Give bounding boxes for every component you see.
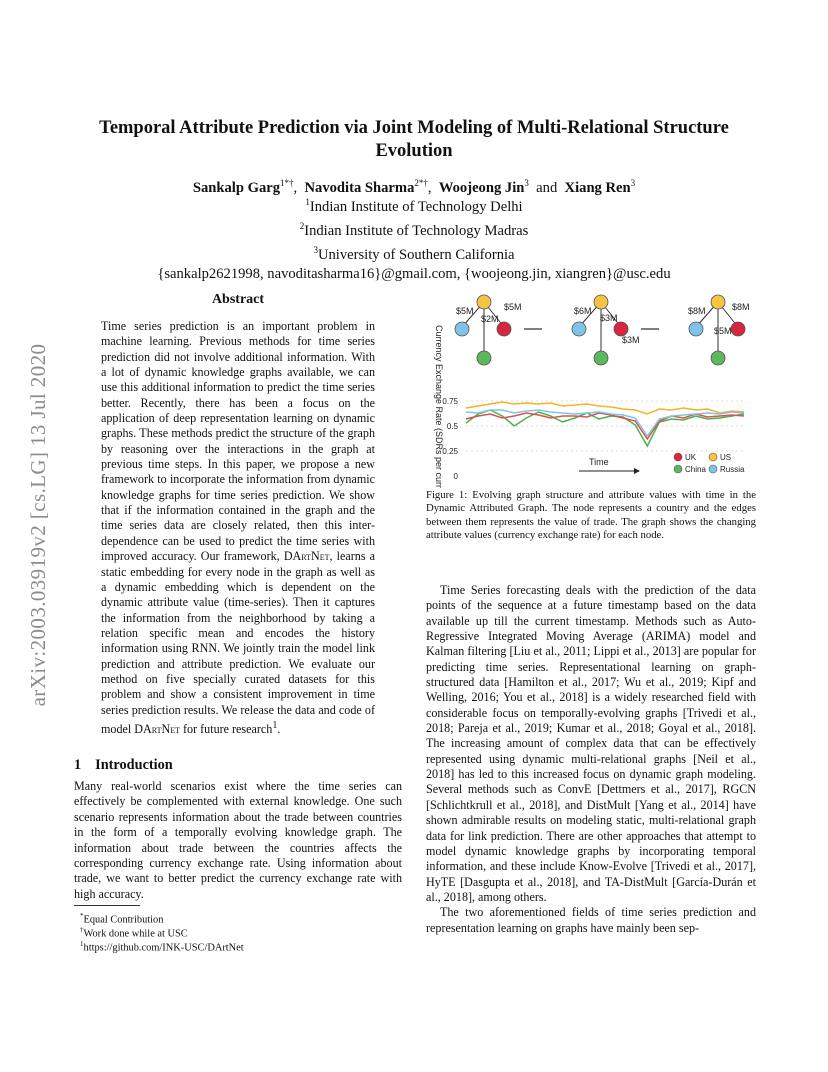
y-tick-label: 0 [453, 472, 458, 481]
paragraph: The two aforementioned fields of time series prediction and representation learning on graphs have mainly been sep- [426, 905, 756, 935]
line-chart [434, 325, 745, 488]
author-mark: 1*† [280, 178, 294, 188]
footnote: †Work done while at USC [80, 926, 188, 940]
author-name: Woojeong Jin [438, 179, 525, 196]
footnote-link[interactable]: $^1$https://github.com/INK-USC/DArtNet [80, 940, 244, 954]
model-name: DArtNet [134, 721, 180, 736]
footnote-rule [74, 905, 140, 906]
author-mark: 2*† [414, 178, 428, 188]
author-mark: 3 [524, 178, 529, 188]
node-uk [731, 322, 745, 336]
figure-caption: Figure 1: Evolving graph structure and attribute values with time in the Dynamic Attributed Graph. The node represents a country and the edges between them represents the value of trade. The graph shows the changing attribute values (currency exchange rate) for each node. [426, 489, 756, 541]
author-list: Sankalp Garg$^{1*\dagger}$, Navodita Sharma$^{2*\dagger}$, Woojeong Jin$^3$ and Xiang Ren$^3$ [192, 178, 636, 196]
footnote: *Equal Contribution [80, 912, 164, 926]
figure-graphic [426, 288, 758, 488]
x-axis-label: Time [589, 457, 609, 467]
footnote-ref[interactable]: 1 [272, 719, 278, 731]
abstract-body: Time series prediction is an important problem in machine learning. Previous methods for time series prediction did not involve additional information. With a lot of dynamic knowledge graphs available, we can use this additional information to predict the time series better. Recently, there has been a focus on the application of deep representation learning on dynamic graphs. These methods predict the structure of the graph by reasoning over the interactions in the graph at previous time steps. In this paper, we propose a new framework to incorporate the information from dynamic knowledge graphs for time series prediction. We show that if the information contained in the graph and the time series data are closely related, then this inter-dependence can be used to predict the time series with improved accuracy. Our framework, DArtNet, learns a static embedding for every node in the graph as well as a dynamic embedding which is dependent on the dynamic attribute value (time-series). Then it captures the information from the neighborhood by taking a relation specific mean and encodes the history information using RNN. We jointly train the model link prediction and attribute prediction. We evaluate our method on five specially curated datasets for this problem and show a consistent improvement in time series prediction results. We release the data and code of model DArtNet for future research$^1$. [101, 319, 375, 736]
arxiv-identifier: arXiv:2003.03919v2 [cs.LG] 13 Jul 2020 [26, 343, 50, 707]
section-heading: 1 Introduction [74, 757, 173, 773]
node-us [594, 295, 608, 309]
edge-label: $5M [456, 306, 474, 316]
legend-label: China [685, 465, 706, 474]
edge-label: $5M [504, 302, 522, 312]
author-name: Sankalp Garg [192, 179, 281, 196]
affiliations: $^1$Indian Institute of Technology Delhi $^2$Indian Institute of Technology Madras $^3$University of Southern California {sankalp2621998, navoditasharma16}@gmail.com, {woojeong.jin, xiangren}@usc.edu [80, 193, 748, 285]
graph-snapshots [455, 295, 750, 365]
author-name: Navodita Sharma [304, 179, 415, 196]
edge-label: $2M [481, 314, 499, 324]
time-arrow-head [634, 468, 640, 474]
abstract-heading: Abstract [211, 292, 265, 307]
node-uk [497, 322, 511, 336]
node-russia [689, 322, 703, 336]
emails: {sankalp2621998, navoditasharma16}@gmail.com, {woojeong.jin, xiangren}@usc.edu [157, 266, 671, 283]
node-china [477, 351, 491, 365]
author-name: Xiang Ren [564, 179, 631, 196]
affiliation: Indian Institute of Technology Madras [304, 223, 529, 240]
legend-marker [674, 453, 682, 461]
y-tick-label: 0.25 [442, 447, 458, 456]
edge-label: $5M [714, 326, 732, 336]
legend-marker [674, 465, 682, 473]
edge-label: $3M [622, 335, 640, 345]
node-us [477, 295, 491, 309]
legend-marker [709, 453, 717, 461]
right-column-text [426, 583, 756, 936]
edge-label: $6M [574, 306, 592, 316]
node-uk [614, 322, 628, 336]
legend-label: Russia [720, 465, 745, 474]
edge-label: $8M [732, 302, 750, 312]
affiliation: Indian Institute of Technology Delhi [309, 198, 523, 215]
series-line-us [466, 402, 744, 414]
affiliation: University of Southern California [317, 247, 515, 264]
y-tick-label: 0.5 [446, 422, 458, 431]
paper-title: Temporal Attribute Prediction via Joint Modeling of Multi-Relational Structure Evolution [99, 118, 729, 161]
y-tick-label: 0.75 [442, 397, 458, 406]
node-russia [455, 322, 469, 336]
figure-1 [426, 288, 758, 488]
author-mark: 3 [630, 178, 636, 188]
legend-label: UK [685, 453, 697, 462]
node-china [594, 351, 608, 365]
edge-label: $3M [600, 313, 618, 323]
node-us [711, 295, 725, 309]
legend-marker [709, 465, 717, 473]
node-russia [572, 322, 586, 336]
edge-label: $8M [688, 306, 706, 316]
node-china [711, 351, 725, 365]
y-axis-label: Currency Exchange Rate (SDRs per currency unit) [434, 324, 444, 488]
paragraph: Time Series forecasting deals with the prediction of the data points of the sequence at a future timestamp based on the data available up till the current timestamp. Methods such as Auto-Regressive Integrated Moving Average (ARIMA) model and Kalman filtering [Liu et al., 2011; Lippi et al., 2013] are popular for predicting time series. Representational learning on graph-structured data [Hamilton et al., 2017; Wu et al., 2019; Kipf and Welling, 2016; You et al., 2018] is a widely researched field with considerable focus on temporally-evolving graphs [Trivedi et al., 2018; Pareja et al., 2019; Kumar et al., 2018; Goyal et al., 2018]. The increasing amount of complex data that can be effectively represented using dynamic multi-relational graphs [Neil et al., 2018] has led to this increased focus on dynamic graph modeling. Several methods such as ConvE [Dettmers et al., 2017], RGCN [Schlichtkrull et al., 2018], and DistMult [Yang et al., 2014] have shown admirable results on modeling static, multi-relational graph data for link prediction. There are other approaches that attempt to model dynamic knowledge graphs by incorporating temporal information, and these include Know-Evolve [Trivedi et al., 2017], HyTE [Dasgupta et al., 2018], and TA-DistMult [García-Durán et al., 2018], among others. [426, 583, 756, 904]
intro-paragraph: Many real-world scenarios exist where the time series can effectively be complemented with external knowledge. One such scenario represents information about the trade between countries in the form of a temporally evolving knowledge graph. The information about trade between the countries affects the corresponding currency exchange rate. Using information about trade, we want to better predict the currency exchange rate with high accuracy. [74, 779, 402, 901]
model-name: DArtNet [283, 549, 330, 564]
legend-label: US [720, 453, 732, 462]
